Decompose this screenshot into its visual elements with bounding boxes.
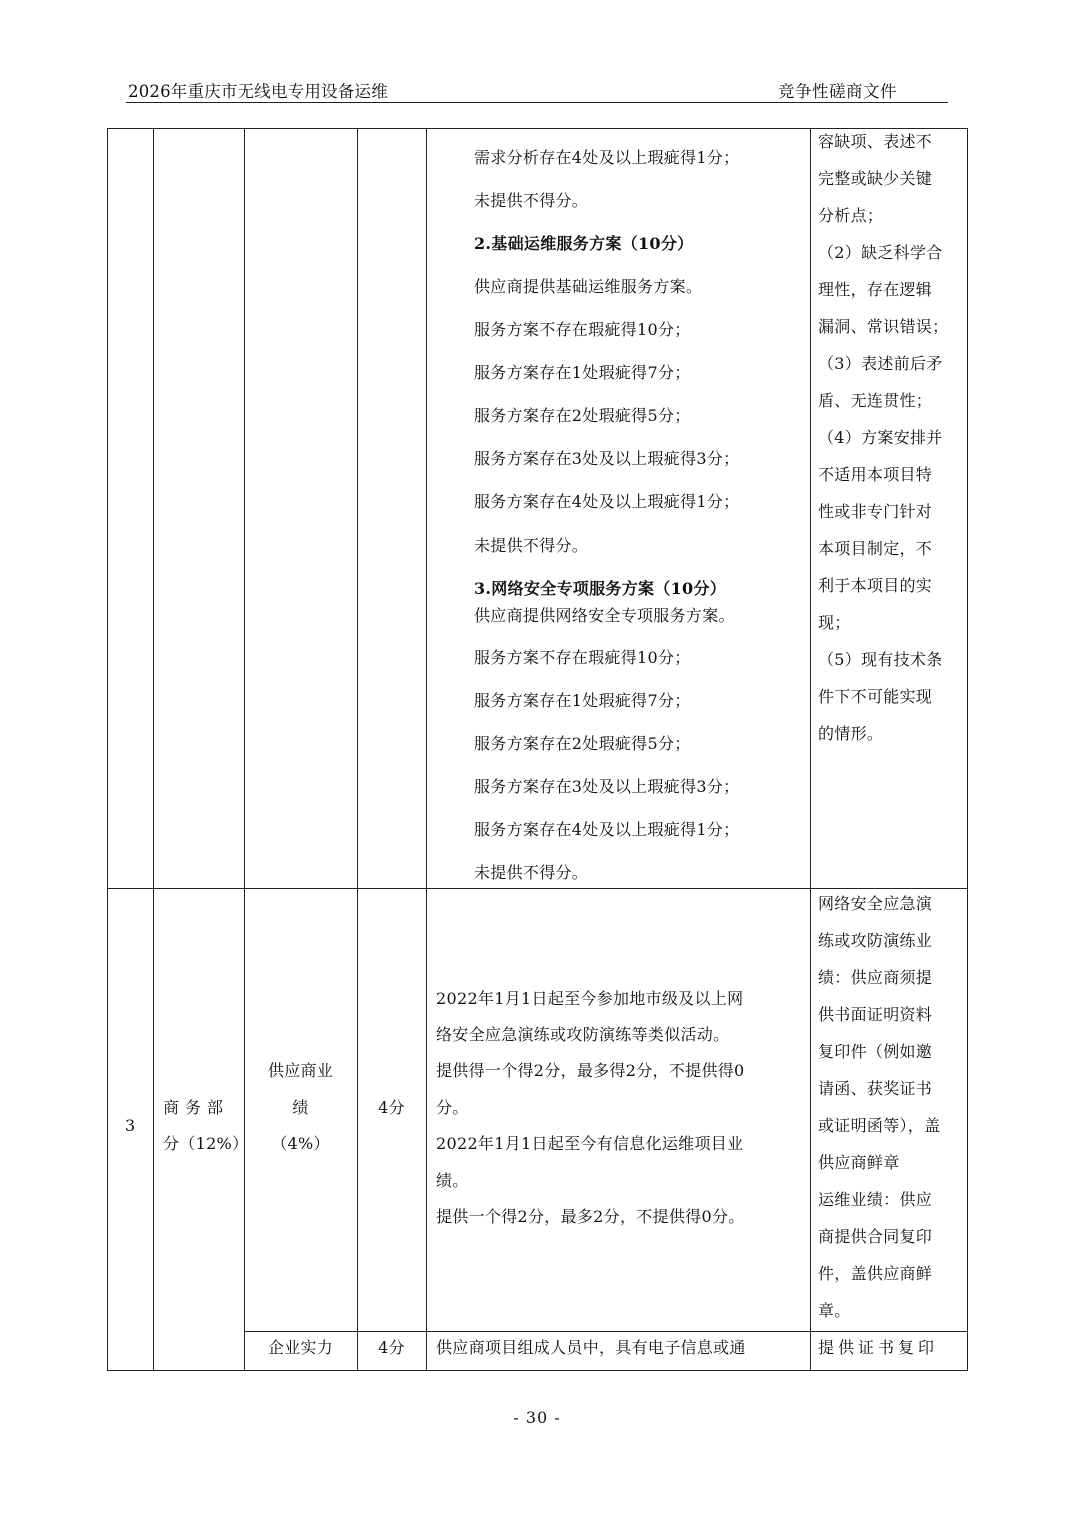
note-line: （4）方案安排并 xyxy=(818,428,943,447)
note-line: 分析点； xyxy=(818,206,884,225)
criteria-line: 服务方案存在2处瑕疵得5分； xyxy=(474,734,691,753)
criteria-line: 供应商项目组成人员中，具有电子信息或通 xyxy=(436,1338,746,1357)
document-type: 竞争性磋商文件 xyxy=(778,82,897,101)
table-border-right xyxy=(967,128,968,1370)
category-label-line2: 分（12%） xyxy=(163,1134,249,1153)
table-border-top xyxy=(107,128,968,129)
item-label-line2: 绩 xyxy=(292,1098,309,1117)
page-number: - 30 - xyxy=(513,1408,561,1427)
note-line: 利于本项目的实 xyxy=(818,576,933,595)
table-col-divider xyxy=(357,128,358,1370)
criteria-line: 服务方案不存在瑕疵得10分； xyxy=(474,320,691,339)
note-line: 供书面证明资料 xyxy=(818,1005,933,1024)
criteria-line: 服务方案存在2处瑕疵得5分； xyxy=(474,406,691,425)
table-col-divider xyxy=(810,128,811,1370)
note-line: 提供证书复印 xyxy=(818,1338,939,1357)
criteria-line: 2022年1月1日起至今有信息化运维项目业 xyxy=(436,1134,744,1153)
score-value: 4分 xyxy=(378,1098,405,1117)
table-row-divider xyxy=(244,1331,968,1332)
note-line: 盾、无连贯性； xyxy=(818,391,933,410)
criteria-line: 未提供不得分。 xyxy=(474,191,589,210)
note-line: 不适用本项目特 xyxy=(818,465,933,484)
criteria-line: 服务方案存在3处及以上瑕疵得3分； xyxy=(474,449,740,468)
note-line: 容缺项、表述不 xyxy=(818,132,933,151)
criteria-line: 供应商提供网络安全专项服务方案。 xyxy=(474,606,735,625)
criteria-line: 提供一个得2分，最多2分，不提供得0分。 xyxy=(436,1207,745,1226)
criteria-line: 服务方案存在1处瑕疵得7分； xyxy=(474,691,691,710)
table-border-bottom xyxy=(107,1370,968,1371)
note-line: 绩：供应商须提 xyxy=(818,968,933,987)
note-line: 运维业绩：供应 xyxy=(818,1190,933,1209)
item-weight: （4%） xyxy=(271,1134,330,1153)
criteria-line: 未提供不得分。 xyxy=(474,536,589,555)
note-line: 的情形。 xyxy=(818,724,884,743)
criteria-line: 提供得一个得2分，最多得2分，不提供得0 xyxy=(436,1061,745,1080)
criteria-line: 未提供不得分。 xyxy=(474,863,589,882)
criteria-line: 需求分析存在4处及以上瑕疵得1分； xyxy=(474,148,740,167)
row-index: 3 xyxy=(125,1116,136,1135)
note-line: 漏洞、常识错误； xyxy=(818,317,949,336)
criteria-line: 供应商提供基础运维服务方案。 xyxy=(474,277,703,296)
table-col-divider xyxy=(153,128,154,1370)
criteria-line: 分。 xyxy=(436,1098,469,1117)
table-col-divider xyxy=(426,128,427,1370)
note-line: 件，盖供应商鲜 xyxy=(818,1264,933,1283)
score-value: 4分 xyxy=(378,1338,405,1357)
note-line: 章。 xyxy=(818,1301,851,1320)
criteria-heading: 3.网络安全专项服务方案（10分） xyxy=(474,579,727,598)
criteria-line: 2022年1月1日起至今参加地市级及以上网 xyxy=(436,989,744,1008)
criteria-line: 络安全应急演练或攻防演练等类似活动。 xyxy=(436,1025,730,1044)
document-title: 2026年重庆市无线电专用设备运维 xyxy=(128,82,388,101)
criteria-line: 服务方案存在1处瑕疵得7分； xyxy=(474,363,691,382)
note-line: 网络安全应急演 xyxy=(818,894,933,913)
table-border-left xyxy=(107,128,108,1370)
note-line: 理性，存在逻辑 xyxy=(818,280,933,299)
criteria-line: 绩。 xyxy=(436,1171,469,1190)
criteria-line: 服务方案存在4处及以上瑕疵得1分； xyxy=(474,492,740,511)
note-line: （2）缺乏科学合 xyxy=(818,243,943,262)
item-label: 企业实力 xyxy=(267,1338,334,1357)
note-line: 完整或缺少关键 xyxy=(818,169,933,188)
note-line: 请函、获奖证书 xyxy=(818,1079,933,1098)
note-line: 商提供合同复印 xyxy=(818,1227,933,1246)
criteria-heading: 2.基础运维服务方案（10分） xyxy=(474,234,694,253)
note-line: 件下不可能实现 xyxy=(818,687,933,706)
note-line: 复印件（例如邀 xyxy=(818,1042,933,1061)
criteria-line: 服务方案存在3处及以上瑕疵得3分； xyxy=(474,777,740,796)
criteria-line: 服务方案不存在瑕疵得10分； xyxy=(474,648,691,667)
note-line: 供应商鲜章 xyxy=(818,1153,900,1172)
note-line: （5）现有技术条 xyxy=(818,650,943,669)
criteria-line: 服务方案存在4处及以上瑕疵得1分； xyxy=(474,820,740,839)
note-line: 现； xyxy=(818,613,851,632)
note-line: （3）表述前后矛 xyxy=(818,354,943,373)
note-line: 练或攻防演练业 xyxy=(818,931,933,950)
table-row-divider xyxy=(107,888,968,889)
note-line: 性或非专门针对 xyxy=(818,502,933,521)
category-label-line1: 商务部 xyxy=(163,1098,230,1117)
table-col-divider xyxy=(244,128,245,1370)
note-line: 本项目制定，不 xyxy=(818,539,933,558)
item-label-line1: 供应商业 xyxy=(267,1061,334,1080)
note-line: 或证明函等），盖 xyxy=(818,1116,941,1135)
header-divider xyxy=(126,102,948,103)
